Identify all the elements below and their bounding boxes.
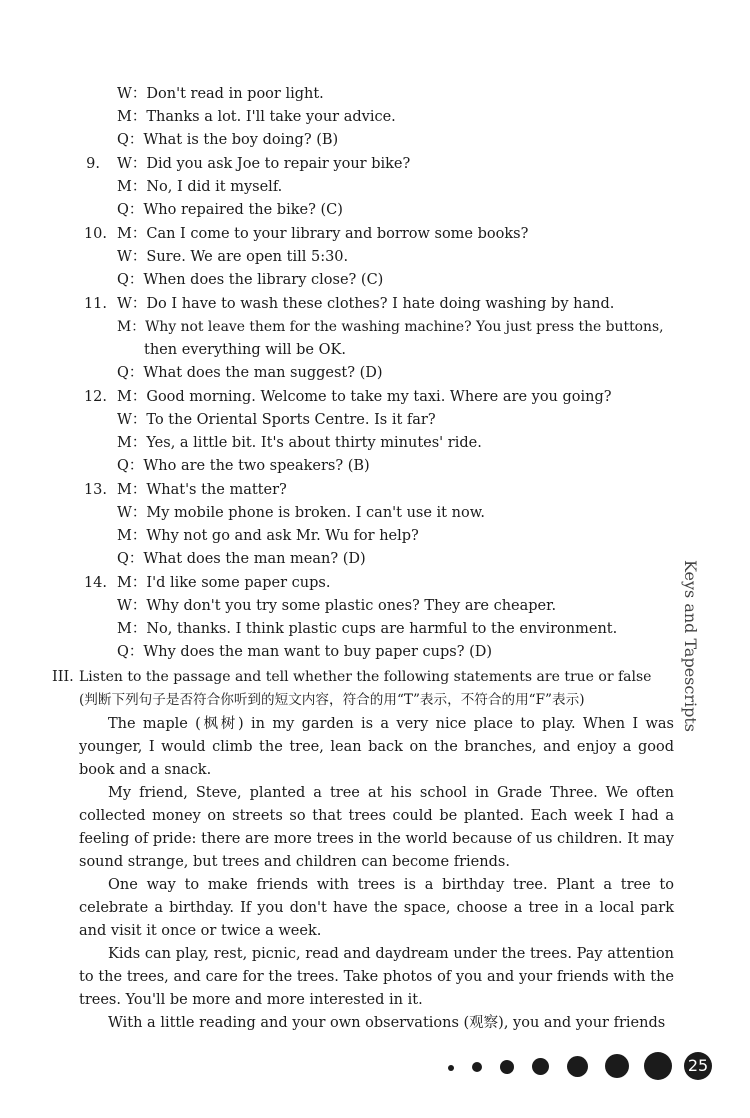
section-instruction-cn: (判断下列句子是否符合你听到的短文内容，符合的用“T”表示，不符合的用“F”表示): [79, 692, 585, 708]
dialogue-line: M：Why not leave them for the washing machine? You just press the buttons,: [117, 319, 664, 335]
dialogue-line: Q：What is the boy doing? (B): [117, 132, 339, 148]
dialogue-line: M：Why not go and ask Mr. Wu for help?: [117, 528, 419, 544]
decor-dot: [500, 1060, 514, 1074]
decor-dot: [567, 1056, 588, 1077]
dialogue-line: W：Do I have to wash these clothes? I hate doing washing by hand.: [117, 296, 615, 312]
page-number: 25: [687, 1056, 709, 1075]
dialogue-line: Q：Why does the man want to buy paper cups? (D): [117, 644, 493, 660]
dialogue-line: then everything will be OK.: [144, 342, 346, 358]
dialogue-line: W：My mobile phone is broken. I can't use it now.: [117, 505, 485, 521]
dialogue-line: Q：What does the man mean? (D): [117, 551, 366, 567]
decor-dot: [605, 1054, 629, 1078]
dialogue-line: M：Thanks a lot. I'll take your advice.: [117, 109, 396, 125]
dialogue-line: W：Did you ask Joe to repair your bike?: [117, 156, 411, 172]
item-number: 11.: [83, 296, 107, 312]
dialogue-line: W：Don't read in poor light.: [117, 86, 324, 102]
dialogue-line: W：Why don't you try some plastic ones? They are cheaper.: [117, 598, 557, 614]
dialogue-line: M：I'd like some paper cups.: [117, 575, 331, 591]
item-number: 13.: [83, 482, 107, 498]
dialogue-line: M：Can I come to your library and borrow some books?: [117, 226, 529, 242]
decor-dot: [644, 1052, 672, 1080]
item-number: 10.: [83, 226, 107, 242]
passage-paragraph: My friend, Steve, planted a tree at his school in Grade Three. We often collected money on streets so that trees could be planted. Each week I had a feeling of pride: there are more trees in the world because of us children. It may sound strange, but trees and children can become friends.: [79, 785, 674, 870]
item-number: 14.: [83, 575, 107, 591]
dialogue-line: Q：What does the man suggest? (D): [117, 365, 383, 381]
section-instruction: Listen to the passage and tell whether the following statements are true or false: [79, 669, 652, 685]
dialogue-line: M：Good morning. Welcome to take my taxi. Where are you going?: [117, 389, 612, 405]
passage-paragraph: Kids can play, rest, picnic, read and daydream under the trees. Pay attention to the trees, and care for the trees. Take photos of you and your friends with the trees. You'll be more and more interested in it.: [79, 946, 674, 1008]
passage-paragraph: With a little reading and your own observations (观察), you and your friends: [108, 1015, 666, 1031]
passage-paragraph: The maple (枫树) in my garden is a very nice place to play. When I was younger, I would climb the tree, lean back on the branches, and enjoy a good book and a snack.: [79, 716, 674, 778]
dialogue-line: Q：When does the library close? (C): [117, 272, 384, 288]
section-number: III.: [52, 669, 74, 685]
decor-dot: [448, 1065, 454, 1071]
dialogue-line: W：To the Oriental Sports Centre. Is it far?: [117, 412, 436, 428]
decor-dot: [532, 1058, 549, 1075]
decor-dot: [472, 1062, 482, 1072]
dialogue-line: M：No, I did it myself.: [117, 179, 283, 195]
item-number: 12.: [83, 389, 107, 405]
dialogue-line: M：What's the matter?: [117, 482, 287, 498]
dialogue-line: Q：Who are the two speakers? (B): [117, 458, 370, 474]
dialogue-line: W：Sure. We are open till 5:30.: [117, 249, 349, 265]
dialogue-line: M：No, thanks. I think plastic cups are harmful to the environment.: [117, 621, 618, 637]
side-running-title: Keys and Tapescripts: [681, 560, 700, 732]
dialogue-line: Q：Who repaired the bike? (C): [117, 202, 343, 218]
item-number: 9.: [86, 156, 100, 172]
passage-paragraph: One way to make friends with trees is a birthday tree. Plant a tree to celebrate a birthday. If you don't have the space, choose a tree in a local park and visit it once or twice a week.: [79, 877, 674, 939]
dialogue-line: M：Yes, a little bit. It's about thirty minutes' ride.: [117, 435, 482, 451]
